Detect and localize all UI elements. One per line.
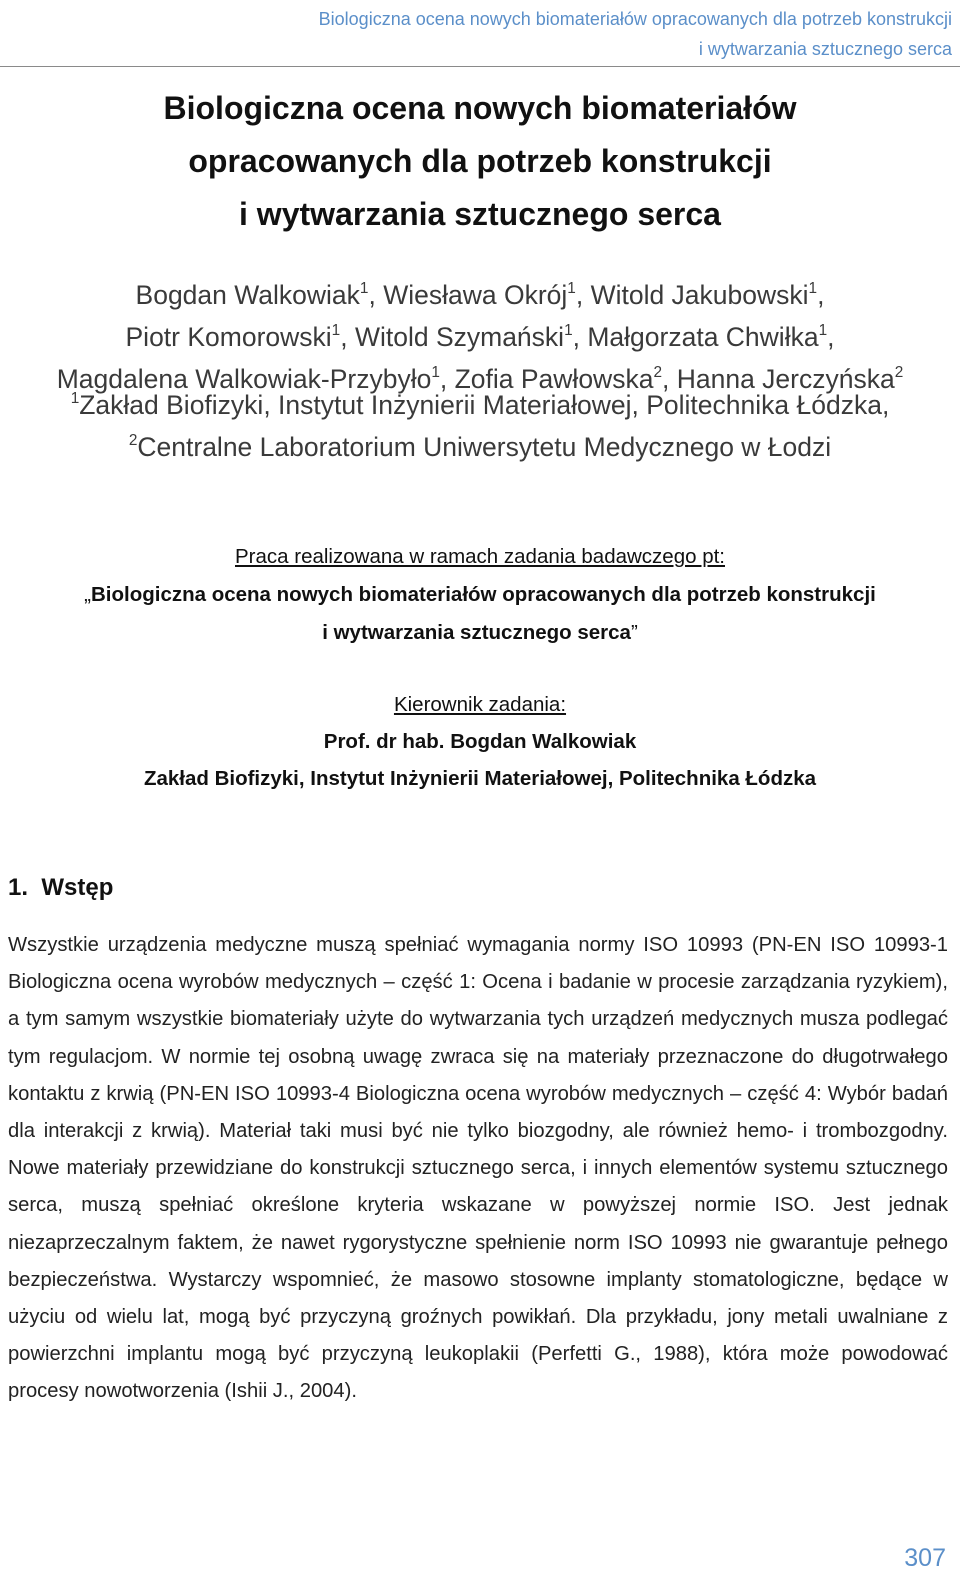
author-affiliation-mark: 2 <box>894 363 904 381</box>
author-affiliation-mark: 2 <box>653 363 662 381</box>
author-name: Bogdan Walkowiak <box>135 280 360 310</box>
header-rule <box>0 66 960 67</box>
author-separator: , <box>661 364 677 394</box>
running-header-line-1: Biologiczna ocena nowych biomateriałów opracowanych dla potrzeb konstrukcji <box>318 9 952 29</box>
author-name: Wiesława Okrój <box>383 280 568 310</box>
affiliation-mark: 1 <box>70 389 80 407</box>
author-line-1 <box>0 274 960 316</box>
affiliation-1 <box>0 384 960 426</box>
project-title-text-2: i wytwarzania sztucznego serca <box>322 621 631 644</box>
leader-name: Prof. dr hab. Bogdan Walkowiak <box>323 730 637 753</box>
project-info <box>0 538 960 652</box>
affiliation-list <box>0 384 960 468</box>
author-affiliation-mark: 1 <box>808 279 818 297</box>
project-title-line-2 <box>0 614 960 652</box>
running-header <box>232 4 952 64</box>
affiliation-2 <box>0 426 960 468</box>
running-header-line-2: i wytwarzania sztucznego serca <box>698 39 952 59</box>
affiliation-text: Zakład Biofizyki, Instytut Inżynierii Materiałowej, Politechnika Łódzka, <box>79 390 890 420</box>
section-number: 1. <box>8 874 29 901</box>
leader-label: Kierownik zadania: <box>393 693 567 716</box>
author-affiliation-mark: 1 <box>431 363 440 381</box>
author-line-2 <box>0 316 960 358</box>
author-affiliation-mark: 1 <box>567 279 576 297</box>
author-separator: , <box>827 322 835 352</box>
author-separator: , <box>575 280 591 310</box>
title-line-3: i wytwarzania sztucznego serca <box>239 196 721 232</box>
author-name: Hanna Jerczyńska <box>676 364 895 394</box>
project-intro: Praca realizowana w ramach zadania badawczego pt: <box>235 545 725 568</box>
section-heading <box>8 868 113 908</box>
author-name: Witold Jakubowski <box>590 280 809 310</box>
project-title-line-1 <box>0 576 960 614</box>
intro-paragraph: Wszystkie urządzenia medyczne muszą spełniać wymagania normy ISO 10993 (PN-EN ISO 10993-1 Biologiczna ocena wyrobów medycznych – część 1: Ocena i badanie w procesie zarządzania ryzykiem), a tym samym wszystkie biomateriały użyte do wytwarzania tych urządzeń medycznych musza podlegać tym regulacjom. W normie tej osobną uwagę zwraca się na materiały przeznaczone do długotrwałego kontaktu z krwią (PN-EN ISO 10993-4 Biologiczna ocena wyrobów medycznych – część 4: Wybór badań dla interakcji z krwią). Materiał taki musi być nie tylko biozgodny, ale również hemo- i trombozgodny. Nowe materiały przewidziane do konstrukcji sztucznego serca, i innych elementów systemu sztucznego serca, muszą spełniać określone kryteria wskazane w powyższej normie ISO. Jest jednak niezaprzeczalnym faktem, że nawet rygorystyczne spełnienie norm ISO 10993 nie gwarantuje pełnego bezpieczeństwa. Wystarczy wspomnieć, że masowo stosowne implanty stomatologiczne, będące w użyciu od wielu lat, mogą być przyczyną groźnych powikłań. Dla przykładu, jony metali uwalniane z powierzchni implantu mogą być przyczyną leukoplakii (Perfetti G., 1988), która może powodować procesy nowotworzenia (Ishii J., 2004). <box>8 934 948 1403</box>
author-separator: , <box>340 322 355 352</box>
author-affiliation-mark: 1 <box>331 321 341 339</box>
affiliation-text: Centralne Laboratorium Uniwersytetu Medycznego w Łodzi <box>137 432 832 462</box>
project-title-text-1: Biologiczna ocena nowych biomateriałów opracowanych dla potrzeb konstrukcji <box>90 583 876 606</box>
title-line-2: opracowanych dla potrzeb konstrukcji <box>188 143 772 179</box>
author-affiliation-mark: 1 <box>564 321 573 339</box>
author-affiliation-mark: 1 <box>359 279 369 297</box>
author-name: Witold Szymański <box>354 322 565 352</box>
author-separator: , <box>439 364 455 394</box>
close-quote: ” <box>630 621 638 644</box>
task-leader <box>0 686 960 797</box>
author-name: Małgorzata Chwiłka <box>587 322 819 352</box>
open-quote: „ <box>84 583 91 606</box>
title-line-1: Biologiczna ocena nowych biomateriałów <box>163 90 797 126</box>
affiliation-mark: 2 <box>128 431 138 449</box>
author-name: Zofia Pawłowska <box>454 364 654 394</box>
author-affiliation-mark: 1 <box>818 321 828 339</box>
author-separator: , <box>572 322 588 352</box>
page-number: 307 <box>904 1544 946 1572</box>
author-separator: , <box>368 280 384 310</box>
paper-title <box>0 82 960 241</box>
author-separator: , <box>817 280 825 310</box>
leader-affiliation: Zakład Biofizyki, Instytut Inżynierii Materiałowej, Politechnika Łódzka <box>143 767 817 790</box>
author-name: Piotr Komorowski <box>125 322 332 352</box>
section-title: Wstęp <box>41 874 114 901</box>
author-list <box>0 274 960 400</box>
author-name: Magdalena Walkowiak-Przybyło <box>56 364 432 394</box>
